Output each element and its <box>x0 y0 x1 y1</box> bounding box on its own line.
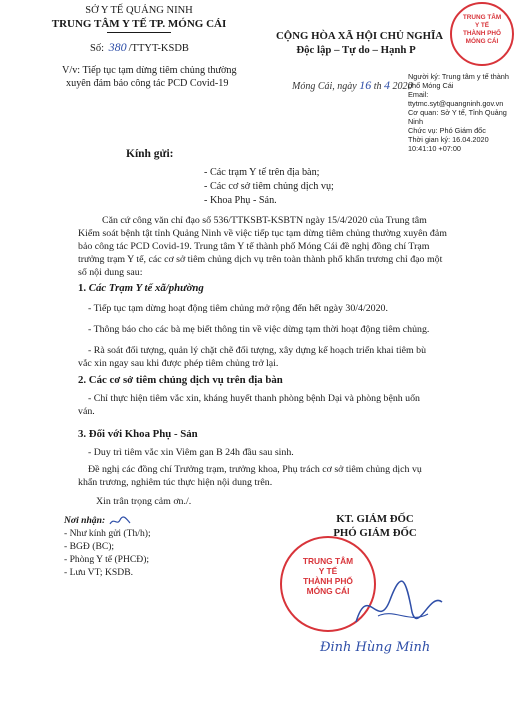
header-left <box>44 4 234 33</box>
stamp-text: THÀNH PHỐ <box>303 576 353 586</box>
intro-line: số nội dung sau: <box>78 267 143 278</box>
subject-line-2: xuyên đảm bảo công tác PCD Covid-19 <box>66 78 229 89</box>
stamp-text: TRUNG TÂM <box>462 14 502 21</box>
section-3-heading: 3. Đối với Khoa Phụ - Sản <box>78 428 198 440</box>
place-date-year: 2020 <box>392 81 413 92</box>
signer-title: PHÓ GIÁM ĐỐC <box>333 527 417 539</box>
stamp-text: MÓNG CÁI <box>465 38 499 45</box>
intro-line: bảo công tác PCD Covid-19. Trung tâm Y tế thành phố Móng Cái đề nghị đồng chí Trạm <box>78 241 430 252</box>
stamp-text: TRUNG TÂM <box>302 556 354 566</box>
doc-number <box>90 40 189 55</box>
official-stamp-top <box>450 2 514 66</box>
handwritten-signature-icon <box>348 572 448 642</box>
section-1-heading <box>78 282 204 294</box>
recipient-bottom-item: - Phòng Y tế (PHCĐ); <box>64 554 150 565</box>
sig-line: ttytmc.syt@quangninh.gov.vn <box>408 99 504 108</box>
section-3-item: khẩn trương, nghiêm túc thực hiện nội dung trên. <box>78 477 273 488</box>
header-right <box>276 30 444 57</box>
intro-paragraph <box>78 214 518 279</box>
place-date-mid: th <box>373 81 382 92</box>
section-1-item: vắc xin ngay sau khi được phép tiêm chủng trở lại. <box>78 358 279 369</box>
intro-line: trưởng trạm Y tế, các cơ sở tiêm chủng dịch vụ trên toàn thành phố khẩn trương chỉ đạo một <box>78 254 443 265</box>
recipient-item: - Khoa Phụ - Sản. <box>204 195 277 206</box>
date-day-hand: 16 <box>359 78 372 92</box>
digital-signature-info <box>408 72 518 153</box>
section-3-item: Đề nghị các đồng chí Trưởng trạm, trưởng khoa, Phụ trách cơ sở tiêm chủng dịch vụ <box>88 464 422 475</box>
section-2-body <box>78 392 518 418</box>
stamp-text: MÓNG CÁI <box>306 586 350 596</box>
motto: Độc lập – Tự do – Hạnh P <box>296 44 416 56</box>
section-3-body <box>78 446 518 508</box>
subject-line-1: V/v: Tiếp tục tạm dừng tiêm chủng thường <box>62 65 237 76</box>
agency-name: SỞ Y TẾ QUẢNG NINH <box>85 5 193 16</box>
section-1-item: - Thông báo cho các bà mẹ biết thông tin về việc dừng tạm thời hoạt động tiêm chủng. <box>88 324 430 335</box>
sig-line: Chức vụ: Phó Giám đốc <box>408 126 486 135</box>
sig-line: Thời gian ký: 16.04.2020 <box>408 135 489 144</box>
signer-kt: KT. GIÁM ĐỐC <box>336 513 414 525</box>
section-1-item: - Rà soát đối tượng, quản lý chặt chẽ đối tượng, xây dựng kế hoạch triển khai tiêm bù <box>88 345 427 356</box>
recipient-bottom-item: - Như kính gửi (Th/h); <box>64 528 151 539</box>
stamp-text: Y TẾ <box>318 566 338 576</box>
subject <box>62 64 282 90</box>
section-2-item: ván. <box>78 406 95 417</box>
intro-line: Căn cứ công văn chỉ đạo số 536/TTKSBT-KSBTN ngày 15/4/2020 của Trung tâm <box>102 215 427 226</box>
section-1-number: 1. <box>78 282 89 294</box>
section-2-item: - Chỉ thực hiện tiêm vắc xin, kháng huyết thanh phòng bệnh Dại và phòng bệnh uốn <box>88 393 420 404</box>
stamp-text: THÀNH PHỐ <box>463 30 501 37</box>
stamp-text: Y TẾ <box>474 22 490 29</box>
recipients-list <box>204 166 334 208</box>
doc-number-suffix: /TTYT-KSDB <box>128 43 189 54</box>
intro-line: Kiểm soát bệnh tật tỉnh Quảng Ninh về việc tiếp tục tạm dừng tiêm chủng thường xuyên đảm <box>78 228 447 239</box>
initial-mark-icon <box>108 515 132 527</box>
signer-name: Đinh Hùng Minh <box>320 640 431 655</box>
recipient-bottom-item: - BGĐ (BC); <box>64 541 115 552</box>
sig-line: Người ký: Trung tâm y tế thành <box>408 72 509 81</box>
org-name: TRUNG TÂM Y TẾ TP. MÓNG CÁI <box>51 18 227 30</box>
place-date-prefix: Móng Cái, ngày <box>292 81 357 92</box>
recipient-item: - Các trạm Y tế trên địa bàn; <box>204 167 320 178</box>
recipient-item: - Các cơ sở tiêm chủng dịch vụ; <box>204 181 334 192</box>
sig-line: phố Móng Cái <box>408 81 454 90</box>
recipient-bottom-item: - Lưu VT; KSDB. <box>64 567 133 578</box>
section-1-title: Các Trạm Y tế xã/phường <box>88 282 204 294</box>
section-1-body <box>78 302 518 370</box>
doc-number-prefix: Số: <box>90 43 105 54</box>
nation-title: CỘNG HÒA XÃ HỘI CHỦ NGHĨA <box>276 30 444 42</box>
doc-number-hand: 380 <box>108 40 127 54</box>
place-date <box>292 78 413 93</box>
section-3-item: - Duy trì tiêm vắc xin Viêm gan B 24h đầu sau sinh. <box>88 447 294 458</box>
section-1-item: - Tiếp tục tạm dừng hoạt động tiêm chủng mở rộng đến hết ngày 30/4/2020. <box>88 303 388 314</box>
sig-line: Cơ quan: Sở Y tế, Tỉnh Quảng <box>408 108 507 117</box>
closing-line: Xin trân trọng cảm ơn./. <box>96 496 192 507</box>
salutation: Kính gửi: <box>126 148 174 160</box>
sig-line: 10:41:10 +07:00 <box>408 144 461 153</box>
date-month-hand: 4 <box>384 78 390 92</box>
recipients-bottom <box>64 514 151 579</box>
org-underline <box>107 32 171 33</box>
sig-line: Ninh <box>408 117 424 126</box>
sig-line: Email: <box>408 90 429 99</box>
recipients-bottom-label: Nơi nhận: <box>64 514 151 527</box>
section-2-heading: 2. Các cơ sở tiêm chủng dịch vụ trên địa bàn <box>78 374 283 386</box>
